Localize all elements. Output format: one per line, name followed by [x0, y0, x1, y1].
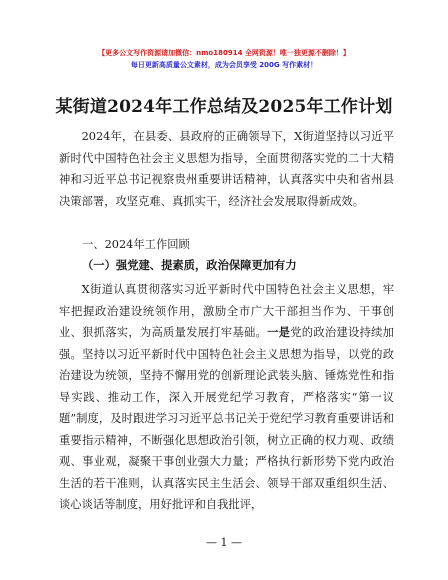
page-number: — 1 — [206, 536, 242, 549]
promo-banner-line-1: 【更多公文写作资源请加微信：nmo180914 全网资源！唯一独更源不删除！】 [98, 49, 350, 57]
body-text-emphasis: 一是 [267, 325, 291, 339]
intro-paragraph: 2024年，在县委、县政府的正确领导下，X街道坚持以习近平新时代中国特色社会主义思想为指导，全面贯彻落实党的二十大精神和习近平总书记视察贵州重要讲话精神，认真落实中央和省州县决策部署，攻坚克难、真抓实干，经济社会发展取得新成效。 [59, 130, 394, 208]
body-paragraph [59, 279, 394, 516]
section-heading: 一、2024年工作回顾 [82, 238, 190, 251]
document-title: 某街道2024年工作总结及2025年工作计划 [55, 97, 393, 117]
subsection-heading: （一）强党建、提素质，政治保障更加有力 [82, 258, 297, 272]
body-text-lead: X街道认真贯彻落实习近平新时代中国特色社会主义思想，牢牢把握政治建设统领作用，激励全市广大干部担当作为、干事创业、狠抓落实，为高质量发展打牢基础。 [59, 283, 394, 339]
promo-banner-line-2: 每日更新高质量公文素材，成为会员享受 200G 写作素材！ [130, 61, 318, 69]
body-text-continued: 党的政治建设持续加强。坚持以习近平新时代中国特色社会主义思想为指导，以党的政治建设为统领，坚持不懈用党的创新理论武装头脑、锤炼党性和指导实践、推动工作，深入开展党纪学习教育，严格落实“第一议题”制度，及时跟进学习习近平总书记关于党纪学习教育重要讲话和重要指示精神，不断强化思想政治引领，树立正确的权力观、政绩观、事业观，凝聚干事创业强大力量；严格执行新形势下党内政治生活的若干准则，认真落实民主生活会、领导干部双重组织生活、谈心谈话等制度，用好批评和自我批评， [59, 326, 394, 511]
